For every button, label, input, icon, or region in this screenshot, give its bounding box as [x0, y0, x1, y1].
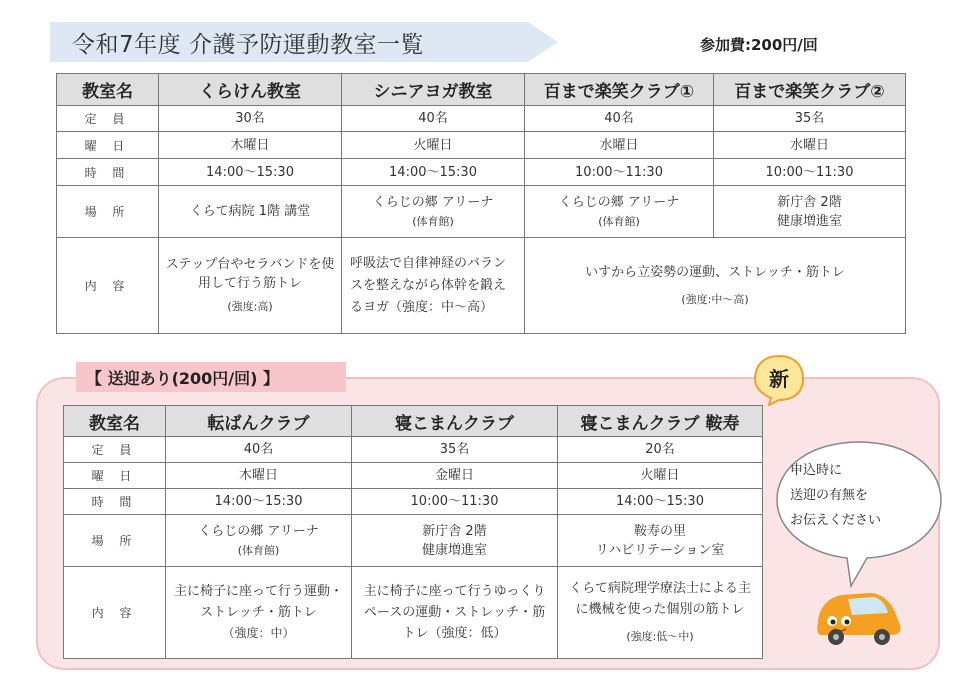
place-main: くらじの郷 アリーナ: [372, 194, 494, 210]
row-label-time: 時 間: [64, 489, 166, 515]
header-class-name: 教室名: [57, 74, 159, 106]
pickup-section-label: [76, 362, 346, 392]
content-cell: [558, 567, 763, 659]
place-cell: [166, 515, 352, 567]
car-icon: [808, 585, 904, 647]
row-label-day: 曜 日: [64, 463, 166, 489]
day-cell: 木曜日: [159, 132, 342, 159]
place-cell: [342, 186, 525, 238]
title-banner: [50, 22, 558, 62]
time-cell: 10:00～11:30: [525, 159, 714, 186]
table-row: [64, 567, 763, 659]
speech-line: お伝えください: [790, 513, 882, 528]
table-row: [57, 159, 906, 186]
row-label-content: 内 容: [57, 238, 159, 334]
place-main: 鞍寿の里: [633, 523, 686, 539]
table-row: [64, 437, 763, 463]
table-row: [57, 238, 906, 334]
table-row: [64, 515, 763, 567]
time-cell: 14:00～15:30: [166, 489, 352, 515]
table-row: [64, 489, 763, 515]
row-label-place: 場 所: [64, 515, 166, 567]
capacity-cell: 35名: [714, 106, 906, 132]
table-row: [57, 106, 906, 132]
content-cell: [525, 238, 906, 334]
time-cell: 10:00～11:30: [714, 159, 906, 186]
participation-fee: 参加費:200円/回: [700, 36, 818, 54]
place-sub: リハビリテーション室: [595, 542, 725, 558]
speech-bubble-text: [790, 458, 930, 533]
class-name: シニアヨガ教室: [342, 74, 525, 106]
class-name: 百まで楽笑クラブ①: [525, 74, 714, 106]
content-cell: [352, 567, 558, 659]
place-sub: (体育館): [237, 543, 280, 557]
content-main: 主に椅子に座って行うゆっくりペースの運動・ストレッチ・筋トレ（強度：低）: [363, 584, 546, 641]
table-row: [57, 186, 906, 238]
row-label-capacity: 定 員: [57, 106, 159, 132]
page-title: 令和7年度 介護予防運動教室一覧: [72, 32, 424, 58]
place-main: 新庁舎 2階: [422, 523, 487, 539]
class-name: 寝こまんクラブ: [352, 406, 558, 437]
day-cell: 火曜日: [342, 132, 525, 159]
capacity-cell: 30名: [159, 106, 342, 132]
new-badge: [753, 354, 805, 406]
class-table-main: [56, 73, 906, 334]
time-cell: 10:00～11:30: [352, 489, 558, 515]
content-main: ステップ台やセラバンドを使用して行う筋トレ: [165, 257, 335, 291]
place-sub: 健康増進室: [776, 213, 842, 229]
place-cell: [159, 186, 342, 238]
capacity-cell: 40名: [166, 437, 352, 463]
table-row: [64, 463, 763, 489]
time-cell: 14:00～15:30: [558, 489, 763, 515]
row-label-content: 内 容: [64, 567, 166, 659]
place-cell: [352, 515, 558, 567]
car-illustration: [808, 585, 904, 647]
row-label-time: 時 間: [57, 159, 159, 186]
class-name: くらけん教室: [159, 74, 342, 106]
place-main: 新庁舎 2階: [777, 194, 842, 210]
content-sub: (強度:高): [227, 300, 273, 313]
day-cell: 水曜日: [525, 132, 714, 159]
capacity-cell: 40名: [342, 106, 525, 132]
day-cell: 水曜日: [714, 132, 906, 159]
class-name: 転ばんクラブ: [166, 406, 352, 437]
table-row: [57, 132, 906, 159]
class-table-pickup: [63, 405, 763, 659]
place-main: くらて病院 1階 講堂: [189, 204, 311, 219]
place-sub: (体育館): [412, 214, 454, 228]
new-badge-icon: [753, 354, 805, 406]
header-class-name: 教室名: [64, 406, 166, 437]
content-cell: [342, 238, 525, 334]
content-cell: [159, 238, 342, 334]
time-cell: 14:00～15:30: [159, 159, 342, 186]
content-sub: （強度：中）: [222, 626, 295, 640]
row-label-place: 場 所: [57, 186, 159, 238]
day-cell: 火曜日: [558, 463, 763, 489]
table-header-row: [64, 406, 763, 437]
new-badge-text: 新: [769, 367, 789, 391]
table-header-row: [57, 74, 906, 106]
content-cell: [166, 567, 352, 659]
content-main: 呼吸法で自律神経のバランスを整えながら体幹を鍛えるヨガ（強度：中～高）: [350, 255, 507, 315]
row-label-capacity: 定 員: [64, 437, 166, 463]
place-cell: [558, 515, 763, 567]
place-cell: [714, 186, 906, 238]
day-cell: 金曜日: [352, 463, 558, 489]
speech-line: 送迎の有無を: [790, 488, 869, 503]
content-sub: (強度:低～中): [626, 630, 694, 643]
day-cell: 木曜日: [166, 463, 352, 489]
time-cell: 14:00～15:30: [342, 159, 525, 186]
place-sub: 健康増進室: [421, 542, 487, 558]
capacity-cell: 40名: [525, 106, 714, 132]
content-main: 主に椅子に座って行う運動・ストレッチ・筋トレ: [174, 584, 344, 620]
pickup-section-title: 【 送迎あり(200円/回) 】: [86, 369, 280, 388]
place-sub: (体育館): [598, 214, 640, 228]
content-sub: (強度:中～高): [681, 292, 749, 306]
place-cell: [525, 186, 714, 238]
class-name: 寝こまんクラブ 鞍寿: [558, 406, 763, 437]
class-name: 百まで楽笑クラブ②: [714, 74, 906, 106]
place-main: くらじの郷 アリーナ: [198, 523, 319, 539]
speech-line: 申込時に: [790, 463, 843, 478]
row-label-day: 曜 日: [57, 132, 159, 159]
place-main: くらじの郷 アリーナ: [558, 194, 680, 210]
content-main: くらて病院理学療法士による主に機械を使った個別の筋トレ: [569, 581, 751, 617]
capacity-cell: 20名: [558, 437, 763, 463]
content-main: いすから立姿勢の運動、ストレッチ・筋トレ: [585, 264, 845, 280]
capacity-cell: 35名: [352, 437, 558, 463]
